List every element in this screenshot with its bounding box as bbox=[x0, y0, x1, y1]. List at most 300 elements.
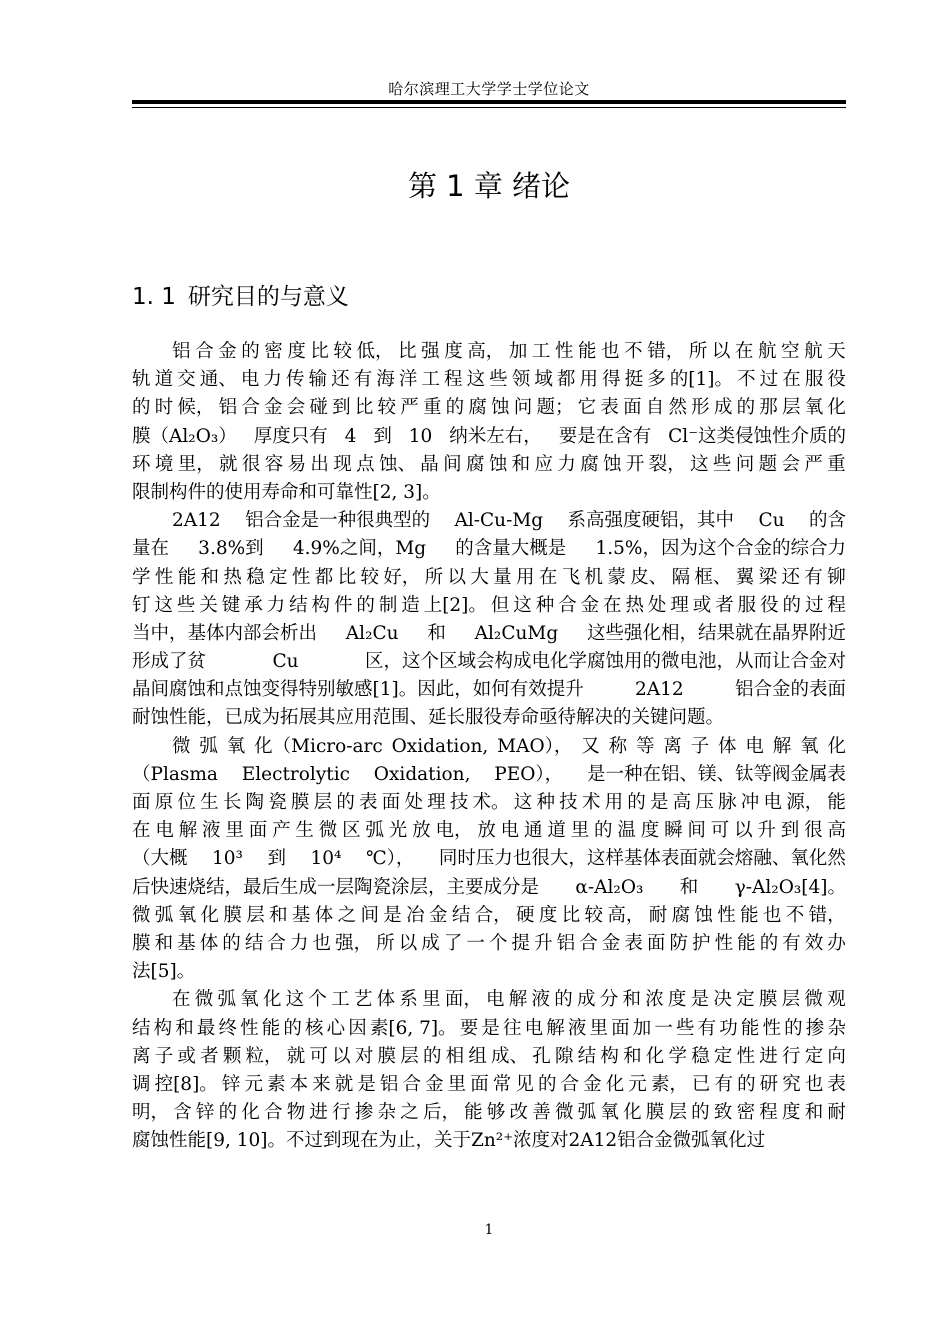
text-run: 产 bbox=[272, 820, 291, 842]
text-run: 化 bbox=[645, 1045, 665, 1067]
text-run: 硬 bbox=[516, 904, 535, 926]
text-run: 承 bbox=[244, 594, 263, 616]
text-run: γ-Al₂O₃[4]。 bbox=[734, 876, 846, 898]
text-line bbox=[132, 1015, 846, 1043]
text-run: 框、 bbox=[694, 566, 732, 588]
text-run: 种 bbox=[535, 594, 555, 616]
text-run: 境 bbox=[154, 453, 174, 475]
text-run: 的 bbox=[336, 792, 355, 813]
text-run: 膜 bbox=[758, 989, 778, 1011]
text-run: 构 bbox=[600, 1045, 619, 1067]
text-run: 能 bbox=[740, 904, 759, 926]
text-run: 自 bbox=[645, 397, 665, 419]
text-line bbox=[132, 1099, 846, 1127]
text-run: 挺 bbox=[624, 369, 644, 391]
text-run: 间 bbox=[687, 820, 706, 842]
text-run: 来 bbox=[312, 1073, 331, 1095]
text-run: 比 bbox=[310, 341, 329, 362]
text-run: 压 bbox=[695, 792, 714, 813]
text-line bbox=[132, 1071, 846, 1099]
text-run: 这 bbox=[690, 453, 709, 475]
text-run: 性 bbox=[154, 566, 174, 588]
text-run: 力 bbox=[557, 453, 576, 475]
text-run: 的 bbox=[218, 1102, 238, 1124]
text-run: 程 bbox=[759, 1102, 778, 1124]
text-run: 很 bbox=[804, 820, 823, 842]
text-run: 金 bbox=[428, 904, 448, 926]
text-run: 到 bbox=[373, 425, 392, 447]
text-run: 研 bbox=[759, 1073, 779, 1095]
text-run: 在 bbox=[782, 369, 801, 391]
text-run: 基 bbox=[177, 932, 196, 954]
text-run: 役 bbox=[760, 594, 779, 616]
text-run: 位 bbox=[177, 792, 196, 813]
text-run: 程 bbox=[444, 369, 463, 391]
text-run: 比 bbox=[354, 397, 374, 419]
text-run: PEO）， bbox=[494, 763, 564, 785]
text-run: 些 bbox=[712, 453, 732, 475]
text-run: 成 bbox=[576, 989, 596, 1011]
text-run: 电 bbox=[155, 820, 174, 842]
text-run: 术。 bbox=[472, 792, 510, 813]
text-run: 结 bbox=[132, 1017, 151, 1039]
text-run: 碰 bbox=[309, 397, 328, 419]
header-rule-thick bbox=[132, 100, 846, 104]
text-run: 些 bbox=[675, 1017, 695, 1039]
text-run: 出 bbox=[310, 453, 329, 475]
text-run: 应 bbox=[534, 453, 554, 475]
text-run: 化 bbox=[262, 989, 282, 1011]
text-run: 术 bbox=[581, 792, 601, 813]
text-run: 用 bbox=[604, 792, 624, 813]
text-run: 这些强化相，结果就在晶界附近 bbox=[586, 622, 846, 644]
text-run: 温 bbox=[617, 820, 636, 842]
text-run: 技 bbox=[449, 792, 469, 813]
text-run: 蚀 bbox=[488, 453, 508, 475]
text-run: 化 bbox=[827, 735, 846, 757]
text-run: 是 bbox=[383, 904, 402, 926]
text-run: 的 bbox=[627, 792, 646, 813]
text-run: 合， bbox=[474, 904, 512, 926]
text-line bbox=[132, 479, 846, 507]
text-run: 这 bbox=[513, 594, 532, 616]
text-run: 就 bbox=[334, 1073, 354, 1095]
text-run: 过 bbox=[804, 594, 824, 616]
text-run: 晶间腐蚀和点蚀变得特别敏感[1]。因此，如何有效提升 bbox=[132, 679, 584, 701]
text-run: 的 bbox=[241, 341, 260, 362]
text-line bbox=[132, 704, 846, 732]
text-run: 铝合金的表面 bbox=[734, 679, 846, 701]
text-run: 晶 bbox=[420, 453, 439, 475]
text-run: 能 bbox=[740, 1017, 760, 1039]
text-run: 含 bbox=[173, 1102, 192, 1124]
text-run: 限制构件的使用寿命和可靠性[2, 3]。 bbox=[132, 481, 441, 503]
text-run: 道 bbox=[547, 820, 566, 842]
text-line bbox=[132, 874, 846, 902]
text-line bbox=[132, 620, 846, 648]
page-number: 1 bbox=[484, 1222, 494, 1238]
text-run: 天 bbox=[827, 341, 846, 362]
text-run: 腐 bbox=[671, 904, 691, 926]
text-run: 力 bbox=[289, 932, 309, 954]
text-run: 得 bbox=[602, 369, 621, 391]
text-line bbox=[132, 958, 846, 986]
text-run: 度 bbox=[640, 820, 660, 842]
text-run: 上[2]。 bbox=[423, 594, 487, 616]
text-run: 电 bbox=[524, 1017, 544, 1039]
text-run: 解 bbox=[772, 735, 792, 757]
text-run: 和 bbox=[804, 1102, 824, 1124]
text-run: 者 bbox=[715, 594, 734, 616]
text-line bbox=[132, 676, 846, 704]
text-run: 个 bbox=[488, 932, 508, 954]
text-run: 膜（Al₂O₃） bbox=[132, 425, 237, 447]
text-run: 些 bbox=[176, 594, 196, 616]
text-run: 和 bbox=[623, 1045, 642, 1067]
text-line bbox=[132, 648, 846, 676]
text-run: 以 bbox=[447, 566, 466, 588]
text-run: 面， bbox=[444, 989, 482, 1011]
text-run: 系高强度硬铝，其中 bbox=[567, 510, 735, 532]
text-run: 钉 bbox=[132, 594, 151, 616]
text-run: 很 bbox=[241, 453, 261, 475]
text-run: 分 bbox=[599, 989, 619, 1011]
text-run: 过 bbox=[759, 369, 779, 391]
text-line bbox=[132, 902, 846, 930]
text-run: 合 bbox=[558, 594, 577, 616]
text-run: 常 bbox=[492, 1073, 512, 1095]
text-run: 较 bbox=[360, 566, 379, 588]
text-run: 和 bbox=[269, 904, 288, 926]
text-run: 金 bbox=[218, 341, 237, 362]
text-run: 的 bbox=[422, 1045, 442, 1067]
text-run: 也 bbox=[601, 341, 620, 362]
text-run: 面 bbox=[248, 820, 268, 842]
text-run: 的 bbox=[356, 594, 375, 616]
text-run: 体 bbox=[199, 932, 219, 954]
text-run: 可 bbox=[309, 1045, 328, 1067]
text-run: 大 bbox=[470, 566, 489, 588]
text-run: 航 bbox=[804, 341, 823, 362]
text-run: 物 bbox=[286, 1102, 306, 1124]
text-run: Al-Cu-Mg bbox=[454, 510, 544, 532]
text-run: 体 bbox=[314, 904, 334, 926]
text-run: 学 bbox=[668, 1045, 687, 1067]
text-run: 浓 bbox=[645, 989, 664, 1011]
text-run: 里 bbox=[422, 989, 441, 1011]
text-run: 耐蚀性能，已成为拓展其应用范围、延长服役寿命亟待解决的关键问题。 bbox=[132, 707, 725, 729]
text-run: 生 bbox=[295, 820, 314, 842]
text-run: 输 bbox=[308, 369, 328, 391]
text-run: 所 bbox=[376, 932, 395, 954]
text-run: 好， bbox=[383, 566, 421, 588]
text-line bbox=[132, 930, 846, 958]
text-run: 合 bbox=[402, 1073, 421, 1095]
text-run: 化 bbox=[241, 1102, 260, 1124]
text-run: 了 bbox=[443, 932, 463, 954]
text-run: 掺 bbox=[354, 1102, 374, 1124]
text-run: 是 bbox=[481, 1017, 500, 1039]
text-run: 蚀 bbox=[603, 453, 622, 475]
text-run: 在 bbox=[734, 341, 754, 362]
text-run: 陶 bbox=[245, 792, 265, 813]
text-run: Electrolytic bbox=[241, 763, 350, 785]
text-run: 解 bbox=[178, 820, 198, 842]
text-run: 10 bbox=[408, 425, 433, 447]
text-run: 力 bbox=[263, 369, 282, 391]
text-run: 件 bbox=[333, 594, 353, 616]
text-run: 较 bbox=[333, 341, 352, 362]
text-run: 键 bbox=[221, 594, 241, 616]
text-run: 能 bbox=[464, 1102, 483, 1124]
text-run: 元 bbox=[244, 1073, 263, 1095]
text-run: 要 bbox=[459, 1017, 479, 1039]
text-run: 氧 bbox=[804, 397, 824, 419]
text-run: 效 bbox=[804, 932, 824, 954]
text-run: 铝 bbox=[218, 397, 238, 419]
text-run: 表 bbox=[359, 792, 378, 813]
text-run: 理 bbox=[670, 594, 689, 616]
text-run: 同时压力也很大，这样基体表面就会熔融、氧化然 bbox=[438, 848, 846, 870]
text-run: 飞 bbox=[561, 566, 581, 588]
text-run: 腐 bbox=[580, 453, 599, 475]
text-run: 金 bbox=[583, 1073, 602, 1095]
text-run: 致 bbox=[713, 1102, 733, 1124]
text-run: 组 bbox=[468, 1045, 487, 1067]
text-run: 液 bbox=[567, 1017, 587, 1039]
text-run: 和 bbox=[511, 453, 531, 475]
text-run: 升 bbox=[757, 820, 776, 842]
text-run: 理 bbox=[427, 792, 446, 813]
text-run: 高， bbox=[467, 341, 505, 362]
text-run: 题； bbox=[536, 397, 574, 419]
text-run: 和 bbox=[622, 989, 641, 1011]
text-run: 重 bbox=[422, 397, 442, 419]
text-run: 素[6, 7]。 bbox=[369, 1017, 457, 1039]
text-run: 杂 bbox=[377, 1102, 397, 1124]
text-run: 合 bbox=[195, 341, 214, 362]
text-run: 膜 bbox=[223, 904, 242, 926]
text-run: 终 bbox=[218, 1017, 238, 1039]
text-run: 表 bbox=[600, 397, 619, 419]
text-run: 题 bbox=[758, 453, 778, 475]
text-run: 也 bbox=[804, 1073, 824, 1095]
text-run: 会 bbox=[781, 453, 800, 475]
text-run: 3.8%到 bbox=[198, 538, 264, 560]
text-run: 腐蚀性能[9, 10]。不过到现在为止，关于 bbox=[132, 1130, 472, 1152]
text-run: 调 bbox=[132, 1073, 151, 1095]
text-run: 10⁴ bbox=[310, 848, 342, 870]
text-run: 多 bbox=[647, 369, 666, 391]
text-run: 的 bbox=[736, 397, 756, 419]
text-line bbox=[132, 1127, 846, 1155]
text-run: 厚度只有 bbox=[253, 425, 328, 447]
text-run: 在 bbox=[603, 594, 622, 616]
text-run: 间 bbox=[360, 904, 379, 926]
text-run: 氧 bbox=[600, 1102, 619, 1124]
text-run: 提 bbox=[511, 932, 531, 954]
text-run: 到 bbox=[780, 820, 800, 842]
text-run: 就 bbox=[219, 453, 238, 475]
text-run: 善 bbox=[532, 1102, 551, 1124]
text-run: 服 bbox=[737, 594, 757, 616]
text-run: 里 bbox=[570, 820, 590, 842]
text-run: 通 bbox=[524, 820, 543, 842]
text-run: 成、 bbox=[491, 1045, 529, 1067]
text-run: 能 bbox=[578, 341, 597, 362]
text-run: 电 bbox=[500, 820, 520, 842]
text-run: Cu bbox=[272, 651, 299, 673]
text-run: 都 bbox=[314, 566, 334, 588]
text-run: ℃）， bbox=[365, 848, 415, 870]
text-run: 构 bbox=[311, 594, 331, 616]
text-run: 离 bbox=[663, 735, 682, 757]
text-line bbox=[132, 451, 846, 479]
text-run: 面 bbox=[381, 792, 401, 813]
text-run: 到 bbox=[267, 848, 286, 870]
text-run: 学 bbox=[132, 566, 151, 588]
text-run: 光 bbox=[388, 820, 408, 842]
text-line bbox=[132, 789, 846, 817]
text-run: 比 bbox=[398, 341, 417, 362]
text-run: 服 bbox=[804, 369, 824, 391]
text-run: 电， bbox=[435, 820, 473, 842]
text-run: 微 bbox=[132, 904, 151, 926]
text-run: 之 bbox=[337, 904, 357, 926]
text-line bbox=[132, 535, 846, 563]
text-run: 层 bbox=[781, 397, 801, 419]
text-run: 也 bbox=[312, 932, 332, 954]
text-run: 冲 bbox=[740, 792, 760, 813]
text-run: 弧 bbox=[199, 735, 218, 757]
text-run: 高 bbox=[827, 820, 846, 842]
text-run: 里 bbox=[225, 820, 244, 842]
text-run: 微 bbox=[554, 1102, 574, 1124]
text-run: 面 bbox=[470, 1073, 489, 1095]
text-run: 热 bbox=[625, 594, 644, 616]
text-run: Zn²⁺浓度对 bbox=[471, 1130, 569, 1152]
text-run: 法[5]。 bbox=[132, 961, 196, 983]
text-run: 4.9%之间，Mg bbox=[292, 538, 427, 560]
text-run: 的 bbox=[537, 1073, 557, 1095]
text-run: 解 bbox=[546, 1017, 565, 1039]
text-run: 能 bbox=[261, 1017, 281, 1039]
text-run: 可 bbox=[710, 820, 730, 842]
text-run: 的 bbox=[594, 820, 613, 842]
text-run: 以 bbox=[332, 1045, 351, 1067]
text-run: Oxidation, bbox=[391, 735, 489, 757]
text-run: 洋 bbox=[398, 369, 418, 391]
paragraph bbox=[132, 338, 846, 507]
text-run: 关 bbox=[199, 594, 218, 616]
text-run: 究 bbox=[782, 1073, 801, 1095]
text-run: 较 bbox=[377, 397, 397, 419]
text-run: 在 bbox=[538, 566, 558, 588]
text-run: α-Al₂O₃ bbox=[575, 876, 644, 898]
text-run: 表 bbox=[624, 932, 643, 954]
text-run: 和 bbox=[154, 932, 174, 954]
text-run: 往 bbox=[502, 1017, 522, 1039]
text-run: 锌 bbox=[195, 1102, 215, 1124]
text-run: 稳 bbox=[246, 566, 265, 588]
text-run: 皮、 bbox=[630, 566, 668, 588]
text-run: 还 bbox=[331, 369, 350, 391]
text-run: 护 bbox=[692, 932, 711, 954]
text-run: 候， bbox=[177, 397, 215, 419]
section-number: 1. 1 bbox=[132, 284, 176, 310]
paragraph bbox=[132, 733, 846, 987]
text-run: 在 bbox=[172, 989, 191, 1011]
text-run: 蚀、 bbox=[378, 453, 416, 475]
text-run: 办 bbox=[827, 932, 846, 954]
text-run: 电 bbox=[745, 735, 764, 757]
text-run: 生 bbox=[200, 792, 219, 813]
text-run: 微 bbox=[172, 735, 191, 757]
text-run: 层 bbox=[781, 989, 801, 1011]
text-run: 铝合金是一种很典型的 bbox=[245, 510, 431, 532]
text-run: 基 bbox=[291, 904, 311, 926]
text-run: 核 bbox=[305, 1017, 324, 1039]
text-run: 能 bbox=[177, 566, 197, 588]
text-run: 的 bbox=[283, 1017, 302, 1039]
text-run: 处 bbox=[647, 594, 667, 616]
text-run: 就 bbox=[286, 1045, 306, 1067]
text-run: 膜 bbox=[290, 792, 310, 813]
text-run: 铆 bbox=[827, 566, 846, 588]
text-run: 2A12 bbox=[568, 1130, 618, 1152]
text-run: 定 bbox=[804, 1045, 824, 1067]
text-run: 这 bbox=[466, 369, 486, 391]
text-run: 氧 bbox=[177, 904, 197, 926]
text-run: 微 bbox=[804, 989, 823, 1011]
text-run: 脉 bbox=[718, 792, 737, 813]
text-run: 定 bbox=[269, 566, 288, 588]
text-run: 耐 bbox=[648, 904, 668, 926]
text-run: 等 bbox=[635, 735, 655, 757]
text-line bbox=[132, 845, 846, 873]
text-run: 用 bbox=[516, 566, 535, 588]
text-run: 成 bbox=[713, 397, 733, 419]
text-run: 有 bbox=[782, 932, 801, 954]
text-run: 现 bbox=[333, 453, 352, 475]
text-run: 梁 bbox=[758, 566, 778, 588]
text-run: 的 bbox=[782, 594, 802, 616]
text-run: 蒙 bbox=[607, 566, 626, 588]
text-run: 子 bbox=[154, 1045, 174, 1067]
text-run: 性 bbox=[717, 904, 736, 926]
text-run: 4 bbox=[344, 425, 357, 447]
text-run: 空 bbox=[781, 341, 800, 362]
text-run: 它 bbox=[577, 397, 597, 419]
text-run: MAO）， bbox=[497, 735, 573, 757]
text-run: Cu bbox=[758, 510, 785, 532]
text-run: 会 bbox=[286, 397, 306, 419]
text-run: 用 bbox=[579, 369, 598, 391]
text-run: 本 bbox=[289, 1073, 309, 1095]
text-run: 能 bbox=[827, 792, 846, 813]
paragraph bbox=[132, 507, 846, 733]
text-run: 还 bbox=[781, 566, 800, 588]
text-run: 又 bbox=[581, 735, 600, 757]
text-run: 这 bbox=[154, 594, 173, 616]
text-run: 力 bbox=[266, 594, 286, 616]
text-run: 强， bbox=[335, 932, 373, 954]
text-run: Oxidation, bbox=[373, 763, 471, 785]
text-run: 进 bbox=[759, 1045, 778, 1067]
text-run: 和 bbox=[175, 1017, 194, 1039]
text-run: 形 bbox=[691, 397, 710, 419]
text-run: 的含 bbox=[808, 510, 846, 532]
